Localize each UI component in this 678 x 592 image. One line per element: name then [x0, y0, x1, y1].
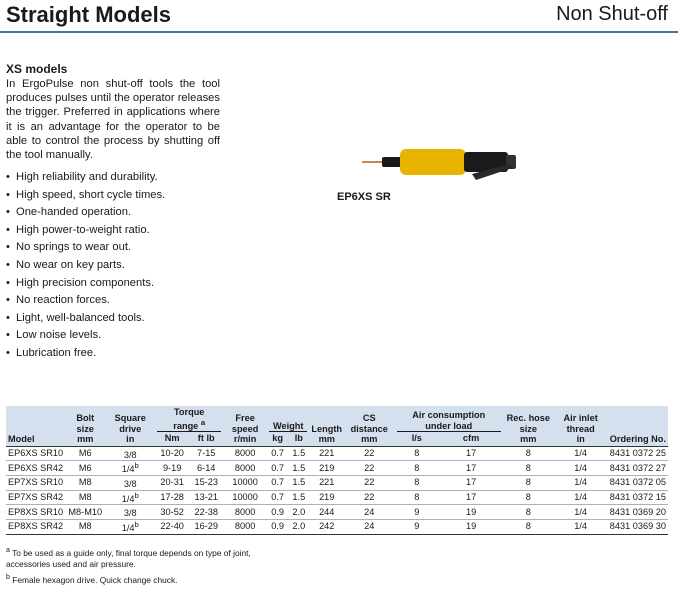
feature-item: • High power-to-weight ratio.: [6, 222, 226, 240]
table-row: [6, 446, 668, 461]
table-row: [6, 490, 668, 505]
cell-bolt: M8: [65, 519, 105, 534]
cell-drive: 1/4$^b$: [105, 490, 155, 505]
cell-ftlb: 6-14: [189, 461, 223, 476]
page-title: Straight Models: [6, 2, 172, 27]
cell-inlet: 1/4: [554, 475, 608, 490]
cell-length: 221: [309, 446, 344, 461]
cell-drive: 1/4$^b$: [105, 519, 155, 534]
table-body: [6, 446, 668, 534]
intro-section: [6, 62, 220, 162]
cell-kg: 0.9: [267, 519, 288, 534]
col-weight-kg: kg: [272, 433, 283, 444]
cell-length: 219: [309, 461, 344, 476]
col-weight: Weight: [267, 406, 309, 433]
cell-ftlb: 16-29: [189, 519, 223, 534]
cell-model: EP8XS SR42: [6, 519, 65, 534]
cell-cfm: 17: [439, 475, 503, 490]
cell-model: EP7XS SR10: [6, 475, 65, 490]
cell-inlet: 1/4: [554, 446, 608, 461]
cell-hose: 8: [503, 505, 554, 520]
cell-cfm: 19: [439, 519, 503, 534]
cell-drive: 1/4$^b$: [105, 461, 155, 476]
cell-inlet: 1/4: [554, 461, 608, 476]
col-torque-nm: Nm: [164, 433, 180, 444]
cell-lb: 1.5: [288, 490, 309, 505]
table-row: [6, 519, 668, 534]
cell-speed: 8000: [223, 505, 267, 520]
cell-ls: 8: [395, 446, 440, 461]
col-air-cfm: cfm: [462, 433, 480, 444]
table-row: [6, 475, 668, 490]
header-rule: [0, 31, 678, 33]
feature-item: • No springs to wear out.: [6, 239, 226, 257]
cell-lb: 1.5: [288, 461, 309, 476]
cell-cs: 24: [344, 519, 394, 534]
cell-hose: 8: [503, 461, 554, 476]
table-row: [6, 505, 668, 520]
cell-speed: 8000: [223, 519, 267, 534]
col-air: Air consumption under load: [395, 406, 504, 433]
cell-speed: 8000: [223, 446, 267, 461]
cell-ls: 9: [395, 505, 440, 520]
cell-length: 242: [309, 519, 344, 534]
feature-item: • High speed, short cycle times.: [6, 187, 226, 205]
table-header-row: [6, 406, 668, 433]
cell-kg: 0.9: [267, 505, 288, 520]
cell-cfm: 17: [439, 446, 503, 461]
cell-model: EP7XS SR42: [6, 490, 65, 505]
cell-inlet: 1/4: [554, 505, 608, 520]
cell-speed: 8000: [223, 461, 267, 476]
cell-kg: 0.7: [267, 475, 288, 490]
cell-nm: 9-19: [155, 461, 189, 476]
cell-kg: 0.7: [267, 490, 288, 505]
cell-inlet: 1/4: [554, 519, 608, 534]
col-air-ls: l/s: [411, 433, 422, 444]
cell-bolt: M8: [65, 490, 105, 505]
cell-ls: 9: [395, 519, 440, 534]
cell-model: EP8XS SR10: [6, 505, 65, 520]
cell-ftlb: 13-21: [189, 490, 223, 505]
cell-nm: 30-52: [155, 505, 189, 520]
cell-kg: 0.7: [267, 446, 288, 461]
product-label: EP6XS SR: [337, 191, 391, 203]
cell-hose: 8: [503, 519, 554, 534]
cell-lb: 1.5: [288, 475, 309, 490]
cell-lb: 2.0: [288, 519, 309, 534]
cell-drive: 3/8: [105, 505, 155, 520]
table-row: [6, 461, 668, 476]
cell-model: EP6XS SR10: [6, 446, 65, 461]
col-length: Length mm: [311, 423, 343, 445]
col-torque-ftlb: ft lb: [197, 433, 215, 444]
cell-order: 8431 0372 15: [608, 490, 668, 505]
cell-inlet: 1/4: [554, 490, 608, 505]
feature-item: • One-handed operation.: [6, 204, 226, 222]
intro-paragraph: In ErgoPulse non shut-off tools the tool produces pulses until the operator releases the trigger. Preferred in applications where it is an advantage for the operator to be able to control the process by shutting off the tool manually.: [6, 78, 220, 162]
cell-bolt: M8-M10: [65, 505, 105, 520]
tool-nose: [382, 157, 402, 167]
col-ordering: Ordering No.: [609, 434, 666, 445]
cell-nm: 10-20: [155, 446, 189, 461]
cell-order: 8431 0372 05: [608, 475, 668, 490]
cell-cs: 22: [344, 461, 394, 476]
cell-cs: 22: [344, 490, 394, 505]
cell-cfm: 17: [439, 461, 503, 476]
cell-speed: 10000: [223, 475, 267, 490]
cell-ftlb: 22-38: [189, 505, 223, 520]
footnotes: [6, 545, 286, 588]
feature-item: • No reaction forces.: [6, 292, 226, 310]
cell-cfm: 17: [439, 490, 503, 505]
spec-table-wrapper: [6, 406, 668, 535]
cell-ftlb: 7-15: [189, 446, 223, 461]
feature-item: • High precision components.: [6, 275, 226, 293]
cell-cs: 22: [344, 475, 394, 490]
feature-item: • High reliability and durability.: [6, 169, 226, 187]
cell-length: 219: [309, 490, 344, 505]
col-hose: Rec. hose size mm: [506, 413, 551, 445]
col-bolt: Bolt size mm: [76, 413, 95, 445]
cell-hose: 8: [503, 490, 554, 505]
cell-nm: 22-40: [155, 519, 189, 534]
tool-body: [400, 149, 466, 175]
cell-bolt: M8: [65, 475, 105, 490]
cell-drive: 3/8: [105, 475, 155, 490]
col-model: Model: [8, 434, 35, 445]
cell-ls: 8: [395, 490, 440, 505]
feature-item: • Low noise levels.: [6, 327, 226, 345]
cell-cfm: 19: [439, 505, 503, 520]
cell-lb: 1.5: [288, 446, 309, 461]
col-speed: Free speed r/min: [231, 413, 259, 445]
cell-ftlb: 15-23: [189, 475, 223, 490]
col-drive: Square drive in: [114, 413, 146, 445]
cell-order: 8431 0369 30: [608, 519, 668, 534]
cell-nm: 17-28: [155, 490, 189, 505]
feature-item: • Lubrication free.: [6, 345, 226, 363]
cell-order: 8431 0372 27: [608, 461, 668, 476]
cell-ls: 8: [395, 461, 440, 476]
section-heading: XS models: [6, 62, 68, 76]
cell-speed: 10000: [223, 490, 267, 505]
feature-item: • Light, well-balanced tools.: [6, 310, 226, 328]
cell-bolt: M6: [65, 461, 105, 476]
feature-item: • No wear on key parts.: [6, 257, 226, 275]
page-subtitle: Non Shut-off: [556, 3, 668, 25]
footnote-b: $^b$ Female hexagon drive. Quick change chuck.: [6, 573, 178, 585]
cell-cs: 24: [344, 505, 394, 520]
cell-ls: 8: [395, 475, 440, 490]
cell-nm: 20-31: [155, 475, 189, 490]
feature-list: [6, 169, 226, 363]
footnote-a: $^a$ To be used as a guide only, final torque depends on type of joint, accessories used and air pressure.: [6, 547, 251, 569]
col-cs: CS distance mm: [350, 413, 388, 445]
cell-lb: 2.0: [288, 505, 309, 520]
cell-bolt: M6: [65, 446, 105, 461]
cell-length: 244: [309, 505, 344, 520]
cell-length: 221: [309, 475, 344, 490]
cell-order: 8431 0369 20: [608, 505, 668, 520]
col-torque: Torque range $^a$: [155, 406, 223, 433]
cell-kg: 0.7: [267, 461, 288, 476]
cell-order: 8431 0372 25: [608, 446, 668, 461]
spec-table: [6, 406, 668, 535]
col-weight-lb: lb: [294, 433, 303, 444]
page-header: [0, 0, 678, 32]
cell-model: EP6XS SR42: [6, 461, 65, 476]
cell-drive: 3/8: [105, 446, 155, 461]
cell-cs: 22: [344, 446, 394, 461]
col-inlet: Air inlet thread in: [563, 413, 598, 445]
cell-hose: 8: [503, 446, 554, 461]
cell-hose: 8: [503, 475, 554, 490]
